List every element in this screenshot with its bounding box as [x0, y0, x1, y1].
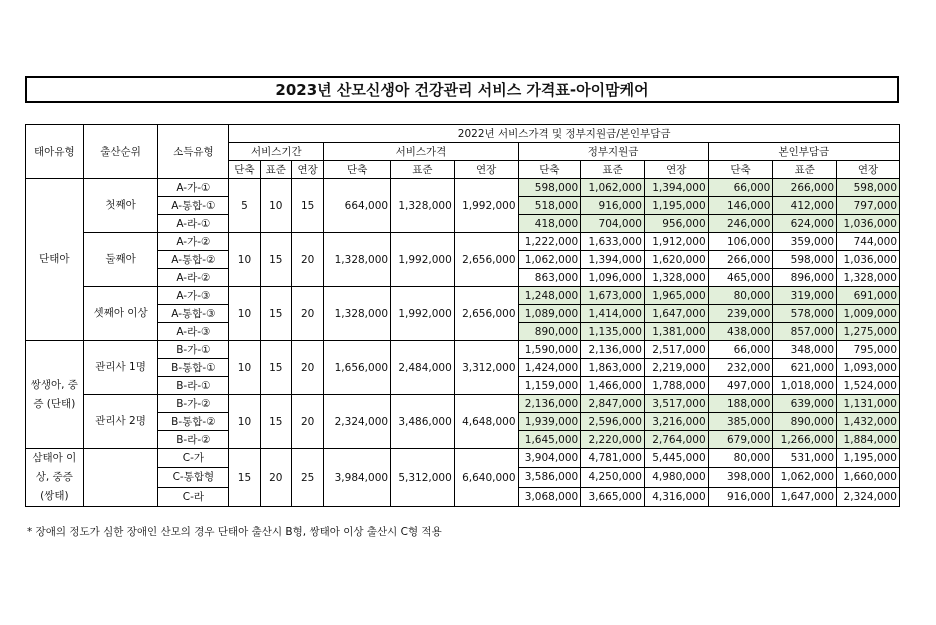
self-extended-cell: 598,000	[837, 179, 900, 197]
self-standard-cell: 624,000	[773, 215, 837, 233]
period-short-cell: 15	[229, 449, 260, 507]
self-short-cell: 80,000	[708, 449, 773, 468]
self-short-cell: 438,000	[708, 323, 773, 341]
gov-standard-cell: 1,135,000	[581, 323, 645, 341]
self-extended-cell: 797,000	[837, 197, 900, 215]
birth-order-cell: 셋째아 이상	[83, 287, 158, 341]
gov-standard-cell: 4,250,000	[581, 468, 645, 487]
income-type-cell: C-라	[158, 487, 229, 506]
self-standard-cell: 598,000	[773, 251, 837, 269]
price-extended-cell: 4,648,000	[454, 395, 518, 449]
period-extended-cell: 20	[291, 287, 323, 341]
self-standard-cell: 1,647,000	[773, 487, 837, 506]
self-short-cell: 266,000	[708, 251, 773, 269]
income-type-cell: B-통합-②	[158, 413, 229, 431]
self-short-cell: 146,000	[708, 197, 773, 215]
gov-standard-cell: 704,000	[581, 215, 645, 233]
gov-short-cell: 890,000	[518, 323, 581, 341]
self-short-cell: 66,000	[708, 341, 773, 359]
gov-extended-cell: 1,912,000	[644, 233, 708, 251]
income-type-cell: A-가-①	[158, 179, 229, 197]
self-short-cell: 465,000	[708, 269, 773, 287]
self-short-cell: 497,000	[708, 377, 773, 395]
self-extended-cell: 1,275,000	[837, 323, 900, 341]
header-birth-order: 출산순위	[83, 125, 158, 179]
gov-standard-cell: 1,673,000	[581, 287, 645, 305]
gov-short-cell: 1,222,000	[518, 233, 581, 251]
gov-standard-cell: 2,220,000	[581, 431, 645, 449]
gov-extended-cell: 3,216,000	[644, 413, 708, 431]
period-short-cell: 10	[229, 341, 260, 395]
gov-short-cell: 598,000	[518, 179, 581, 197]
table-row	[26, 179, 900, 197]
period-extended-cell: 25	[291, 449, 323, 507]
gov-standard-cell: 1,466,000	[581, 377, 645, 395]
self-extended-cell: 1,036,000	[837, 251, 900, 269]
birth-order-cell	[83, 449, 158, 507]
header-self-short: 단축	[708, 161, 773, 179]
page-title: 2023년 산모신생아 건강관리 서비스 가격표-아이맘케어	[25, 76, 899, 103]
self-extended-cell: 744,000	[837, 233, 900, 251]
price-extended-cell: 6,640,000	[454, 449, 518, 507]
period-standard-cell: 10	[260, 179, 291, 233]
price-table-body	[26, 179, 900, 507]
price-standard-cell: 1,992,000	[391, 233, 455, 287]
header-service-period: 서비스기간	[229, 143, 324, 161]
gov-short-cell: 1,939,000	[518, 413, 581, 431]
header-top-group: 2022년 서비스가격 및 정부지원금/본인부담금	[229, 125, 900, 143]
price-short-cell: 3,984,000	[324, 449, 391, 507]
self-extended-cell: 1,195,000	[837, 449, 900, 468]
gov-extended-cell: 956,000	[644, 215, 708, 233]
self-short-cell: 239,000	[708, 305, 773, 323]
price-standard-cell: 2,484,000	[391, 341, 455, 395]
period-short-cell: 5	[229, 179, 260, 233]
price-extended-cell: 2,656,000	[454, 233, 518, 287]
birth-order-cell: 관리사 2명	[83, 395, 158, 449]
self-standard-cell: 348,000	[773, 341, 837, 359]
self-standard-cell: 412,000	[773, 197, 837, 215]
header-period-extended: 연장	[291, 161, 323, 179]
gov-standard-cell: 1,062,000	[581, 179, 645, 197]
self-standard-cell: 319,000	[773, 287, 837, 305]
period-extended-cell: 20	[291, 233, 323, 287]
footnote: * 장애의 정도가 심한 장애인 산모의 경우 단태아 출산시 B형, 쌍태아 이상 출산시 C형 적용	[27, 526, 442, 538]
period-standard-cell: 15	[260, 395, 291, 449]
self-short-cell: 232,000	[708, 359, 773, 377]
price-short-cell: 1,656,000	[324, 341, 391, 395]
self-extended-cell: 795,000	[837, 341, 900, 359]
self-short-cell: 398,000	[708, 468, 773, 487]
income-type-cell: A-통합-②	[158, 251, 229, 269]
gov-standard-cell: 1,414,000	[581, 305, 645, 323]
header-gov-short: 단축	[518, 161, 581, 179]
self-extended-cell: 1,131,000	[837, 395, 900, 413]
price-extended-cell: 1,992,000	[454, 179, 518, 233]
period-standard-cell: 15	[260, 233, 291, 287]
gov-standard-cell: 4,781,000	[581, 449, 645, 468]
self-standard-cell: 1,266,000	[773, 431, 837, 449]
self-extended-cell: 1,328,000	[837, 269, 900, 287]
gov-extended-cell: 2,219,000	[644, 359, 708, 377]
gov-extended-cell: 5,445,000	[644, 449, 708, 468]
gov-standard-cell: 2,847,000	[581, 395, 645, 413]
fetus-type-cell: 쌍생아, 중증 (단태)	[26, 341, 84, 449]
header-gov-support: 정부지원금	[518, 143, 708, 161]
income-type-cell: A-라-③	[158, 323, 229, 341]
gov-short-cell: 1,645,000	[518, 431, 581, 449]
gov-short-cell: 3,068,000	[518, 487, 581, 506]
income-type-cell: C-가	[158, 449, 229, 468]
gov-extended-cell: 1,647,000	[644, 305, 708, 323]
gov-extended-cell: 1,328,000	[644, 269, 708, 287]
price-standard-cell: 1,328,000	[391, 179, 455, 233]
gov-short-cell: 1,159,000	[518, 377, 581, 395]
self-extended-cell: 1,660,000	[837, 468, 900, 487]
fetus-type-cell: 단태아	[26, 179, 84, 341]
period-standard-cell: 20	[260, 449, 291, 507]
gov-short-cell: 3,586,000	[518, 468, 581, 487]
period-standard-cell: 15	[260, 341, 291, 395]
gov-standard-cell: 1,863,000	[581, 359, 645, 377]
period-short-cell: 10	[229, 233, 260, 287]
gov-standard-cell: 3,665,000	[581, 487, 645, 506]
header-price-short: 단축	[324, 161, 391, 179]
self-extended-cell: 1,432,000	[837, 413, 900, 431]
header-gov-extended: 연장	[644, 161, 708, 179]
gov-short-cell: 863,000	[518, 269, 581, 287]
price-table	[25, 124, 900, 507]
table-row	[26, 341, 900, 359]
header-self-extended: 연장	[837, 161, 900, 179]
price-standard-cell: 3,486,000	[391, 395, 455, 449]
self-short-cell: 80,000	[708, 287, 773, 305]
self-short-cell: 679,000	[708, 431, 773, 449]
table-row	[26, 449, 900, 468]
self-short-cell: 246,000	[708, 215, 773, 233]
gov-short-cell: 1,248,000	[518, 287, 581, 305]
gov-extended-cell: 1,381,000	[644, 323, 708, 341]
gov-short-cell: 1,062,000	[518, 251, 581, 269]
price-short-cell: 1,328,000	[324, 287, 391, 341]
self-extended-cell: 691,000	[837, 287, 900, 305]
gov-extended-cell: 1,788,000	[644, 377, 708, 395]
self-standard-cell: 857,000	[773, 323, 837, 341]
self-extended-cell: 2,324,000	[837, 487, 900, 506]
income-type-cell: A-가-②	[158, 233, 229, 251]
header-gov-standard: 표준	[581, 161, 645, 179]
income-type-cell: C-통합형	[158, 468, 229, 487]
period-extended-cell: 20	[291, 341, 323, 395]
period-short-cell: 10	[229, 287, 260, 341]
self-standard-cell: 531,000	[773, 449, 837, 468]
self-standard-cell: 896,000	[773, 269, 837, 287]
income-type-cell: B-통합-①	[158, 359, 229, 377]
table-row	[26, 395, 900, 413]
gov-short-cell: 1,089,000	[518, 305, 581, 323]
header-price-standard: 표준	[391, 161, 455, 179]
gov-standard-cell: 1,096,000	[581, 269, 645, 287]
income-type-cell: A-통합-①	[158, 197, 229, 215]
gov-short-cell: 418,000	[518, 215, 581, 233]
self-standard-cell: 266,000	[773, 179, 837, 197]
header-service-price: 서비스가격	[324, 143, 518, 161]
gov-extended-cell: 3,517,000	[644, 395, 708, 413]
fetus-type-cell: 삼태아 이상, 중증(쌍태)	[26, 449, 84, 507]
self-standard-cell: 359,000	[773, 233, 837, 251]
self-standard-cell: 1,062,000	[773, 468, 837, 487]
gov-extended-cell: 1,620,000	[644, 251, 708, 269]
gov-extended-cell: 1,394,000	[644, 179, 708, 197]
gov-short-cell: 1,424,000	[518, 359, 581, 377]
gov-extended-cell: 4,316,000	[644, 487, 708, 506]
header-income-type: 소득유형	[158, 125, 229, 179]
self-extended-cell: 1,093,000	[837, 359, 900, 377]
gov-standard-cell: 916,000	[581, 197, 645, 215]
gov-extended-cell: 2,764,000	[644, 431, 708, 449]
price-extended-cell: 2,656,000	[454, 287, 518, 341]
self-short-cell: 188,000	[708, 395, 773, 413]
income-type-cell: B-가-②	[158, 395, 229, 413]
header-fetus-type: 태아유형	[26, 125, 84, 179]
gov-standard-cell: 2,136,000	[581, 341, 645, 359]
self-standard-cell: 621,000	[773, 359, 837, 377]
header-self-pay: 본인부담금	[708, 143, 899, 161]
price-short-cell: 1,328,000	[324, 233, 391, 287]
price-short-cell: 664,000	[324, 179, 391, 233]
self-extended-cell: 1,036,000	[837, 215, 900, 233]
gov-extended-cell: 1,195,000	[644, 197, 708, 215]
birth-order-cell: 관리사 1명	[83, 341, 158, 395]
header-self-standard: 표준	[773, 161, 837, 179]
income-type-cell: A-라-①	[158, 215, 229, 233]
table-row	[26, 233, 900, 251]
self-standard-cell: 1,018,000	[773, 377, 837, 395]
self-short-cell: 66,000	[708, 179, 773, 197]
self-standard-cell: 890,000	[773, 413, 837, 431]
gov-short-cell: 518,000	[518, 197, 581, 215]
period-extended-cell: 15	[291, 179, 323, 233]
income-type-cell: B-가-①	[158, 341, 229, 359]
price-standard-cell: 1,992,000	[391, 287, 455, 341]
self-extended-cell: 1,009,000	[837, 305, 900, 323]
price-extended-cell: 3,312,000	[454, 341, 518, 395]
gov-short-cell: 3,904,000	[518, 449, 581, 468]
header-price-extended: 연장	[454, 161, 518, 179]
income-type-cell: B-라-①	[158, 377, 229, 395]
gov-extended-cell: 2,517,000	[644, 341, 708, 359]
income-type-cell: B-라-②	[158, 431, 229, 449]
period-extended-cell: 20	[291, 395, 323, 449]
gov-short-cell: 2,136,000	[518, 395, 581, 413]
header-period-short: 단축	[229, 161, 260, 179]
price-standard-cell: 5,312,000	[391, 449, 455, 507]
gov-short-cell: 1,590,000	[518, 341, 581, 359]
income-type-cell: A-라-②	[158, 269, 229, 287]
gov-standard-cell: 2,596,000	[581, 413, 645, 431]
self-extended-cell: 1,524,000	[837, 377, 900, 395]
gov-extended-cell: 1,965,000	[644, 287, 708, 305]
header-period-standard: 표준	[260, 161, 291, 179]
self-short-cell: 106,000	[708, 233, 773, 251]
self-short-cell: 385,000	[708, 413, 773, 431]
gov-extended-cell: 4,980,000	[644, 468, 708, 487]
birth-order-cell: 둘째아	[83, 233, 158, 287]
gov-standard-cell: 1,633,000	[581, 233, 645, 251]
self-short-cell: 916,000	[708, 487, 773, 506]
period-short-cell: 10	[229, 395, 260, 449]
gov-standard-cell: 1,394,000	[581, 251, 645, 269]
self-standard-cell: 639,000	[773, 395, 837, 413]
income-type-cell: A-가-③	[158, 287, 229, 305]
income-type-cell: A-통합-③	[158, 305, 229, 323]
price-short-cell: 2,324,000	[324, 395, 391, 449]
birth-order-cell: 첫째아	[83, 179, 158, 233]
table-row	[26, 287, 900, 305]
period-standard-cell: 15	[260, 287, 291, 341]
self-standard-cell: 578,000	[773, 305, 837, 323]
self-extended-cell: 1,884,000	[837, 431, 900, 449]
